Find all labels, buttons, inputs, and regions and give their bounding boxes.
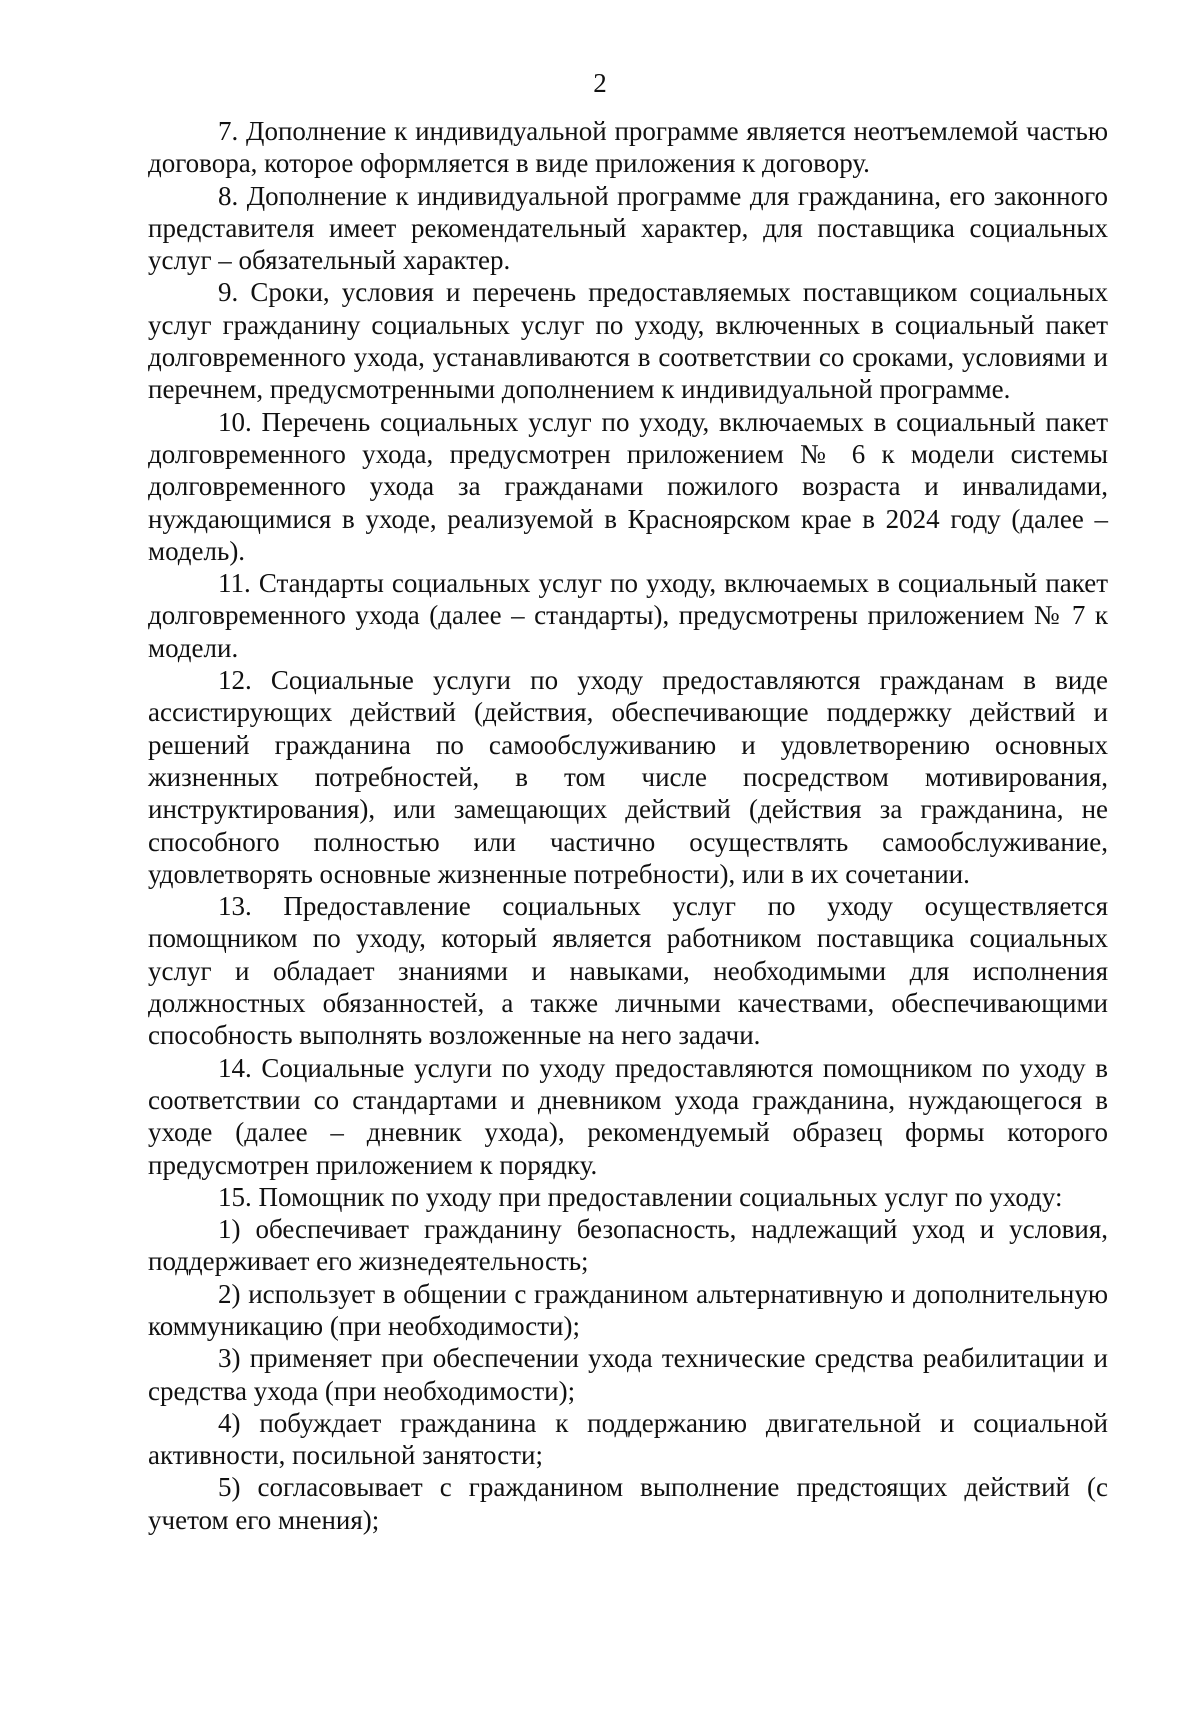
paragraph-12: 12. Социальные услуги по уходу предоставляются гражданам в виде ассистирующих действий (действия, обеспечивающие поддержку действий и решений гражданина по самообслуживанию и удовлетворению основных жизненных потребностей, в том числе посредством мотивирования, инструктирования), или замещающих действий (действия за гражданина, не способного полностью или частично осуществлять самообслуживание, удовлетворять основные жизненные потребности), или в их сочетании. <box>148 665 1108 889</box>
list-item-4: 4) побуждает гражданина к поддержанию двигательной и социальной активности, посильной занятости; <box>148 1407 1108 1471</box>
paragraph-9: 9. Сроки, условия и перечень предоставляемых поставщиком социальных услуг гражданину социальных услуг по уходу, включенных в социальный пакет долговременного ухода, устанавливаются в соответствии со сроками, условиями и перечнем, предусмотренными дополнением к индивидуальной программе. <box>148 277 1108 405</box>
paragraph-11: 11. Стандарты социальных услуг по уходу, включаемых в социальный пакет долговременного ухода (далее – стандарты), предусмотрены приложением № 7 к модели. <box>148 568 1108 663</box>
paragraph-15: 15. Помощник по уходу при предоставлении социальных услуг по уходу: <box>218 1181 1063 1212</box>
list-item-3: 3) применяет при обеспечении ухода технические средства реабилитации и средства ухода (при необходимости); <box>148 1343 1108 1406</box>
paragraph-13: 13. Предоставление социальных услуг по уходу осуществляется помощником по уходу, который является работником поставщика социальных услуг и обладает знаниями и навыками, необходимыми для исполнения должностных обязанностей, а также личными качествами, обеспечивающими способность выполнять возложенные на него задачи. <box>148 891 1108 1051</box>
paragraph-10: 10. Перечень социальных услуг по уходу, включаемых в социальный пакет долговременного ухода, предусмотрен приложением № 6 к модели системы долговременного ухода за гражданами пожилого возраста и инвалидами, нуждающимися в уходе, реализуемой в Красноярском крае в 2024 году (далее – модель). <box>148 406 1108 566</box>
list-item-1: 1) обеспечивает гражданину безопасность, надлежащий уход и условия, поддерживает его жизнедеятельность; <box>148 1214 1108 1277</box>
paragraph-8: 8. Дополнение к индивидуальной программе для гражданина, его законного представителя имеет рекомендательный характер, для поставщика социальных услуг – обязательный характер. <box>148 180 1108 276</box>
paragraph-7: 7. Дополнение к индивидуальной программе является неотъемлемой частью договора, которое оформляется в виде приложения к договору. <box>148 116 1108 179</box>
paragraph-14: 14. Социальные услуги по уходу предоставляются помощником по уходу в соответствии со стандартами и дневником ухода гражданина, нуждающегося в уходе (далее – дневник ухода), рекомендуемый образец формы которого предусмотрен приложением к порядку. <box>148 1052 1108 1180</box>
page-number: 2 <box>593 68 607 98</box>
list-item-5: 5) согласовывает с гражданином выполнение предстоящих действий (с учетом его мнения); <box>148 1472 1108 1535</box>
document-body <box>148 115 1108 1536</box>
list-item-2: 2) использует в общении с гражданином альтернативную и дополнительную коммуникацию (при необходимости); <box>148 1278 1108 1341</box>
